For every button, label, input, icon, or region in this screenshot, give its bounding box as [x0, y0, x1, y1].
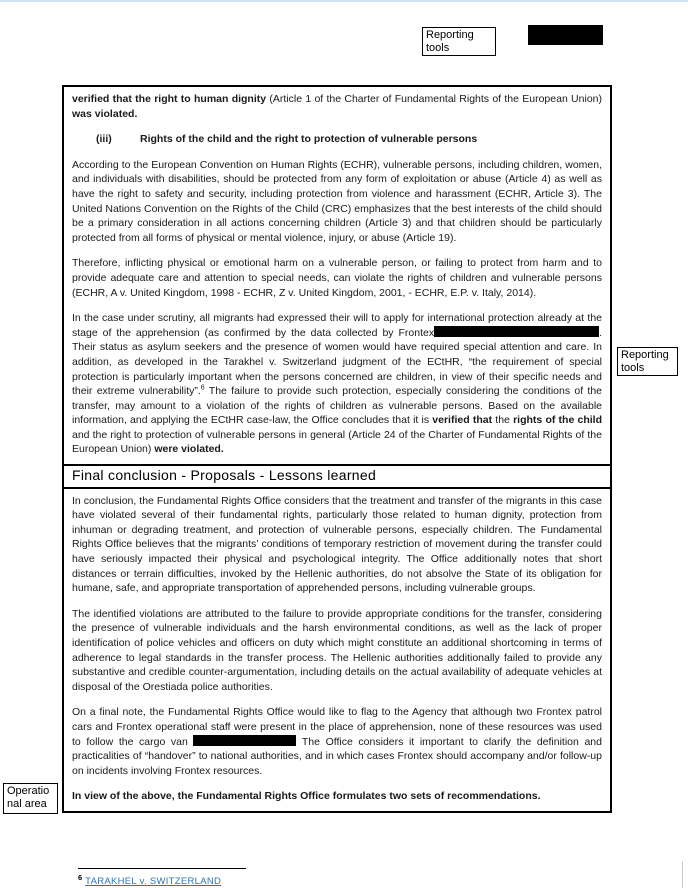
paragraph-therefore	[72, 256, 602, 300]
opening-paragraph	[72, 92, 602, 121]
paragraph-violations	[72, 607, 602, 695]
section-header-text: Final conclusion - Proposals - Lessons learned	[72, 467, 377, 484]
redaction-bar	[434, 326, 599, 337]
text-segment: According to the European Convention on Human Rights (ECHR), vulnerable persons, including children, women, and individuals with disabilities, should be protected from any form of exploitation or abuse (Article 4) as well as have the right to safety and security, including protection from violence and harassment (ECHR, Article 3). The United Nations Convention on the Rights of the Child (CRC) emphasizes that the best interests of the child should be a primary consideration in all actions concerning children (Article 3) and that children should be particularly protected from all forms of physical or mental violence, injury, or abuse (Article 19).	[72, 158, 602, 244]
section-rights-of-child	[64, 87, 610, 466]
annotation-label-line1: Operatio	[7, 785, 50, 797]
text-segment: Therefore, inflicting physical or emotional harm on a vulnerable person, or failing to protect from harm and to provide adequate care and attention to special needs, can violate the rights of children and vulnerable persons (ECHR, A v. United Kingdom, 1998 - ECHR, Z v. United Kingdom, 2001, - ECHR, E.P. v. Italy, 2014).	[72, 257, 602, 299]
footnote-ref-number: 6	[78, 873, 83, 882]
footnote-link-tarakhel[interactable]: TARAKHEL v. SWITZERLAND	[85, 876, 222, 887]
annotation-reporting-tools-right	[617, 347, 678, 376]
text-segment: In view of the above, the Fundamental Rights Office formulates two sets of recommendations.	[72, 790, 541, 803]
annotation-label: Reporting tools	[621, 349, 669, 374]
text-segment: On a final note, the Fundamental Rights Office would like to flag to the Agency that although two Frontex patrol cars and Frontex operational staff were present in the place of apprehension, none of these resources was used to follow the cargo van	[72, 706, 602, 748]
heading-iii-number: (iii)	[96, 133, 112, 146]
text-segment: were violated.	[154, 443, 224, 456]
footnote	[78, 873, 221, 887]
paragraph-echr	[72, 158, 602, 246]
paragraph-in-view	[72, 789, 602, 804]
text-segment: In the case under scrutiny, all migrants had expressed their will to apply for international protection already at the stage of the apprehension (as confirmed by the data collected by Frontex	[72, 312, 602, 339]
redaction-bar	[193, 735, 296, 746]
paragraph-conclusion	[72, 494, 602, 596]
text-segment: was violated.	[72, 107, 138, 120]
text-segment: verified that	[432, 414, 493, 427]
viewer-top-edge	[0, 0, 688, 2]
section-final-conclusion	[64, 489, 610, 811]
footnote-separator	[78, 868, 246, 869]
annotation-operational-area	[3, 783, 58, 814]
text-segment: The Office considers it important to clarify the definition and practicalities of “handover” to national authorities, and in which cases Frontex should accompany and/or follow-up on incidents involving Frontex resources.	[72, 735, 602, 777]
text-segment: and the right to protection of vulnerable persons in general (Article 24 of the Charter of Fundamental Rights of the European Union)	[72, 428, 602, 456]
text-segment: rights of the child	[513, 414, 602, 427]
section-header-final-conclusion	[64, 466, 610, 489]
heading-iii	[72, 132, 602, 147]
annotation-label-line2: nal area	[7, 798, 47, 810]
text-segment: the	[492, 414, 514, 427]
paragraph-scrutiny	[72, 311, 602, 457]
page-edge-line	[682, 861, 683, 888]
document-page	[62, 85, 612, 813]
text-segment: The failure to provide such protection, especially considering the conditions of the transfer, may amount to a violation of the rights of children as vulnerable persons. Based on the available information, and applying the ECtHR case-law, the Office concludes that it is	[72, 385, 603, 427]
text-segment: . Their status as asylum seekers and the presence of women would have required special attention and care. In addition, as developed in the Tarakhel v. Switzerland judgment of the ECtHR, “the requirement of special protection is particularly important when the persons concerned are children, in view of their specific needs and their extreme vulnerability”.	[72, 326, 602, 398]
annotation-reporting-tools-top	[422, 27, 496, 56]
text-segment: verified that the right to human dignity	[72, 93, 267, 105]
text-segment: The identified violations are attributed to the failure to provide appropriate conditions for the transfer, considering the presence of vulnerable individuals and the harsh environmental conditions, as well as the lack of proper identification of police vehicles and officers on duty which might constitute an additional shortcoming in terms of adherence to legal standards in the transfer process. The Hellenic authorities additionally failed to provide any substantive and credible counter-argumentation, including details on the actual availability of adequate vehicles at disposal of the Orestiada police authorities.	[72, 607, 602, 693]
heading-iii-text: Rights of the child and the right to protection of vulnerable persons	[140, 133, 478, 146]
redaction-bar	[528, 25, 603, 45]
footnote-reference-marker: 6	[200, 384, 205, 392]
text-segment: (Article 1 of the Charter of Fundamental Rights of the European Union)	[266, 93, 602, 105]
text-segment: In conclusion, the Fundamental Rights Office considers that the treatment and transfer of the migrants in this case have violated several of their fundamental rights, particularly those related to human dignity, protection from inhuman or degrading treatment, and protection of vulnerable persons, especially children. The Fundamental Rights Office believes that the migrants’ conditions of temporary restriction of movement during the transfer could have seriously impacted their physical and psychological integrity. The Office additionally notes that short distances or terrain difficulties, invoked by the Hellenic authorities, do not absolve the State of its obligation for humane, safe, and appropriate transportation of apprehended persons, including vulnerable groups.	[72, 494, 602, 595]
paragraph-final-note	[72, 705, 602, 778]
annotation-label: Reporting tools	[426, 29, 474, 54]
